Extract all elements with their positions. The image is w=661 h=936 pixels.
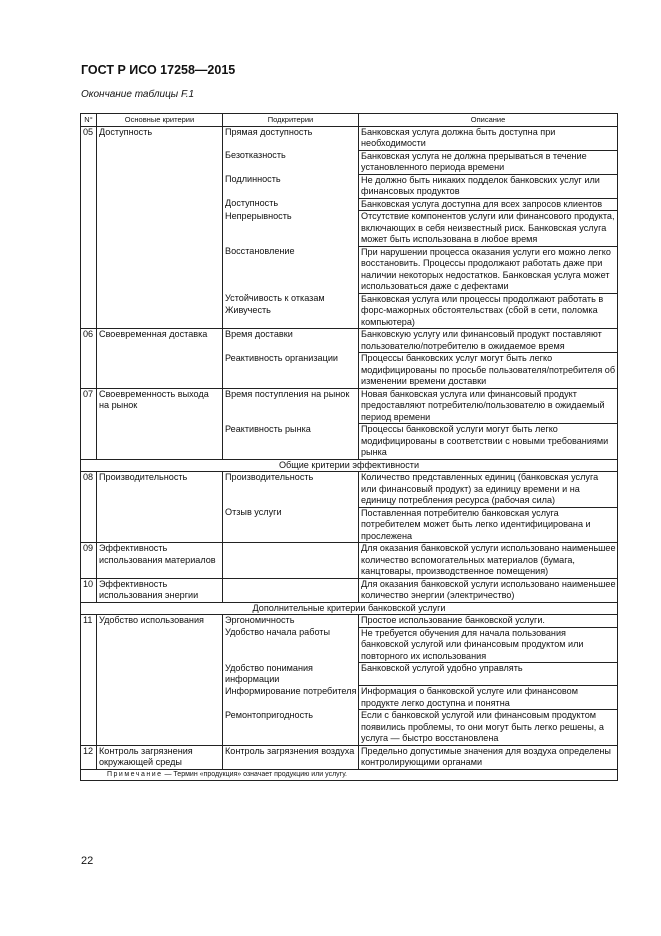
description: Процессы банковской услуги могут быть легко модифицированы в соответствии с новыми требованиями рынка: [359, 424, 618, 460]
subcriterion: Реактивность рынка: [223, 424, 359, 460]
subcriterion: Время доставки: [223, 329, 359, 353]
table-row: [81, 686, 618, 710]
table-row: [81, 150, 618, 174]
subcriterion: [223, 578, 359, 602]
row-number: [81, 150, 97, 174]
table-row: [81, 329, 618, 353]
note-label: Примечание: [107, 770, 163, 778]
row-number: [81, 198, 97, 211]
description: Для оказания банковской услуги использовано наименьшее количество энергии (электричество): [359, 578, 618, 602]
table-note: [81, 769, 618, 780]
row-number: [81, 424, 97, 460]
column-header-description: Описание: [359, 114, 618, 127]
description: Банковская услуга или процессы продолжают работать в форс-мажорных обстоятельствах (сбой в сети, поломка компьютера): [359, 293, 618, 329]
row-number: [81, 627, 97, 663]
description: Новая банковская услуга или финансовый продукт предоставляют потребителю/пользователю в ожидаемый период времени: [359, 388, 618, 424]
row-number: [81, 710, 97, 746]
table-row: [81, 663, 618, 686]
description: Предельно допустимые значения для воздуха определены контролирующими органами: [359, 745, 618, 769]
subcriterion: Устойчивость к отказам Живучесть: [223, 293, 359, 329]
row-number: [81, 293, 97, 329]
table-row: [81, 615, 618, 628]
main-criterion: [97, 710, 223, 746]
description: Банковская услуга не должна прерываться в течение установленного периода времени: [359, 150, 618, 174]
main-criterion: Эффективность использования энергии: [97, 578, 223, 602]
description: При нарушении процесса оказания услуги его можно легко восстановить. Процессы продолжают работать даже при наличии некоторых недостатков. Банковская услуга может использоваться даже с дефектами: [359, 246, 618, 293]
row-number: 11: [81, 615, 97, 628]
subcriterion: Доступность: [223, 198, 359, 211]
description: Процессы банковских услуг могут быть легко модифицированы по просьбе пользователя/потребителя об изменении времени доставки: [359, 353, 618, 389]
table-row: [81, 472, 618, 508]
main-criterion: Производительность: [97, 472, 223, 508]
section-row-additional: [81, 602, 618, 615]
main-criterion: [97, 507, 223, 543]
subcriterion: Контроль загрязнения воздуха: [223, 745, 359, 769]
subcriterion: Прямая доступность: [223, 126, 359, 150]
main-criterion: Эффективность использования материалов: [97, 543, 223, 579]
main-criterion: Доступность: [97, 126, 223, 150]
table-row: [81, 627, 618, 663]
table-row: [81, 388, 618, 424]
row-number: [81, 353, 97, 389]
column-header-number: N°: [81, 114, 97, 127]
main-criterion: [97, 150, 223, 174]
main-criterion: Своевременность выхода на рынок: [97, 388, 223, 424]
subcriterion: Безотказность: [223, 150, 359, 174]
description: Банковской услугой удобно управлять: [359, 663, 618, 686]
column-header-main-criteria: Основные критерии: [97, 114, 223, 127]
row-number: 07: [81, 388, 97, 424]
row-number: [81, 507, 97, 543]
subcriterion: Восстановление: [223, 246, 359, 293]
description: Количество представленных единиц (банковская услуга или финансовый продукт) за единицу времени и на единицу потребления ресурса (рабочая сила): [359, 472, 618, 508]
main-criterion: Удобство использования: [97, 615, 223, 628]
row-number: [81, 686, 97, 710]
subcriterion: Удобство начала работы: [223, 627, 359, 663]
table-row: [81, 424, 618, 460]
table-row: [81, 578, 618, 602]
section-title: Дополнительные критерии банковской услуги: [81, 602, 618, 615]
table-row: [81, 211, 618, 247]
note-text: — Термин «продукция» означает продукцию или услугу.: [164, 770, 347, 778]
table-row: [81, 353, 618, 389]
main-criterion: [97, 353, 223, 389]
table-row: [81, 246, 618, 293]
table-row: [81, 507, 618, 543]
column-header-subcriteria: Подкритерии: [223, 114, 359, 127]
section-row-efficiency: [81, 459, 618, 472]
main-criterion: [97, 211, 223, 247]
table-row: [81, 745, 618, 769]
description: Информация о банковской услуге или финансовом продукте легко доступна и понятна: [359, 686, 618, 710]
table-row: [81, 174, 618, 198]
description: Если с банковской услугой или финансовым продуктом появились проблемы, то они могут быть легко решены, а услуга — быстро восстановлена: [359, 710, 618, 746]
subcriterion: Реактивность организации: [223, 353, 359, 389]
row-number: 08: [81, 472, 97, 508]
row-number: [81, 663, 97, 686]
row-number: [81, 246, 97, 293]
table-row: [81, 710, 618, 746]
table-row: [81, 126, 618, 150]
table-body-section-2: [81, 472, 618, 603]
main-criterion: [97, 293, 223, 329]
main-criterion: [97, 424, 223, 460]
subcriterion: Информирование потребителя: [223, 686, 359, 710]
subcriterion: Подлинность: [223, 174, 359, 198]
description: Не требуется обучения для начала пользования банковской услугой или финансовым продуктом или повторного их использования: [359, 627, 618, 663]
main-criterion: Контроль загрязнения окружающей среды: [97, 745, 223, 769]
table-continuation-caption: Окончание таблицы F.1: [81, 89, 195, 100]
subcriterion: Отзыв услуги: [223, 507, 359, 543]
section-title: Общие критерии эффективности: [81, 459, 618, 472]
description: Простое использование банковской услуги.: [359, 615, 618, 628]
description: Для оказания банковской услуги использовано наименьшее количество вспомогательных материалов (бумага, канцтовары, производственное помещения): [359, 543, 618, 579]
page-number: 22: [81, 855, 94, 867]
description: Банковскую услугу или финансовый продукт поставляют пользователю/потребителю в ожидаемое время: [359, 329, 618, 353]
note-row: [81, 769, 618, 780]
row-number: [81, 211, 97, 247]
description: Отсутствие компонентов услуги или финансового продукта, включающих в себя неизвестный риск. Банковская услуга может быть использована в любое время: [359, 211, 618, 247]
subcriterion: Эргономичность: [223, 615, 359, 628]
main-criterion: [97, 174, 223, 198]
description: Не должно быть никаких подделок банковских услуг или финансовых продуктов: [359, 174, 618, 198]
row-number: 09: [81, 543, 97, 579]
row-number: 10: [81, 578, 97, 602]
row-number: [81, 174, 97, 198]
main-criterion: [97, 246, 223, 293]
subcriterion: Ремонтопригодность: [223, 710, 359, 746]
row-number: 06: [81, 329, 97, 353]
subcriterion: Удобство понимания информации: [223, 663, 359, 686]
main-criterion: [97, 686, 223, 710]
subcriterion: Непрерывность: [223, 211, 359, 247]
description: Поставленная потребителю банковская услуга потребителем может быть легко идентифицирована и прослежена: [359, 507, 618, 543]
row-number: 05: [81, 126, 97, 150]
table-row: [81, 198, 618, 211]
main-criterion: [97, 198, 223, 211]
main-criterion: [97, 627, 223, 663]
main-criterion: Своевременная доставка: [97, 329, 223, 353]
subcriterion: Время поступления на рынок: [223, 388, 359, 424]
description: Банковская услуга доступна для всех запросов клиентов: [359, 198, 618, 211]
document-header: ГОСТ Р ИСО 17258—2015: [81, 63, 236, 77]
main-criterion: [97, 663, 223, 686]
description: Банковская услуга должна быть доступна при необходимости: [359, 126, 618, 150]
criteria-table: [80, 113, 618, 781]
subcriterion: [223, 543, 359, 579]
table-header-row: [81, 114, 618, 127]
subcriterion: Производительность: [223, 472, 359, 508]
table-row: [81, 543, 618, 579]
table-row: [81, 293, 618, 329]
table-body-section-1: [81, 126, 618, 459]
table-body-section-3: [81, 615, 618, 770]
row-number: 12: [81, 745, 97, 769]
